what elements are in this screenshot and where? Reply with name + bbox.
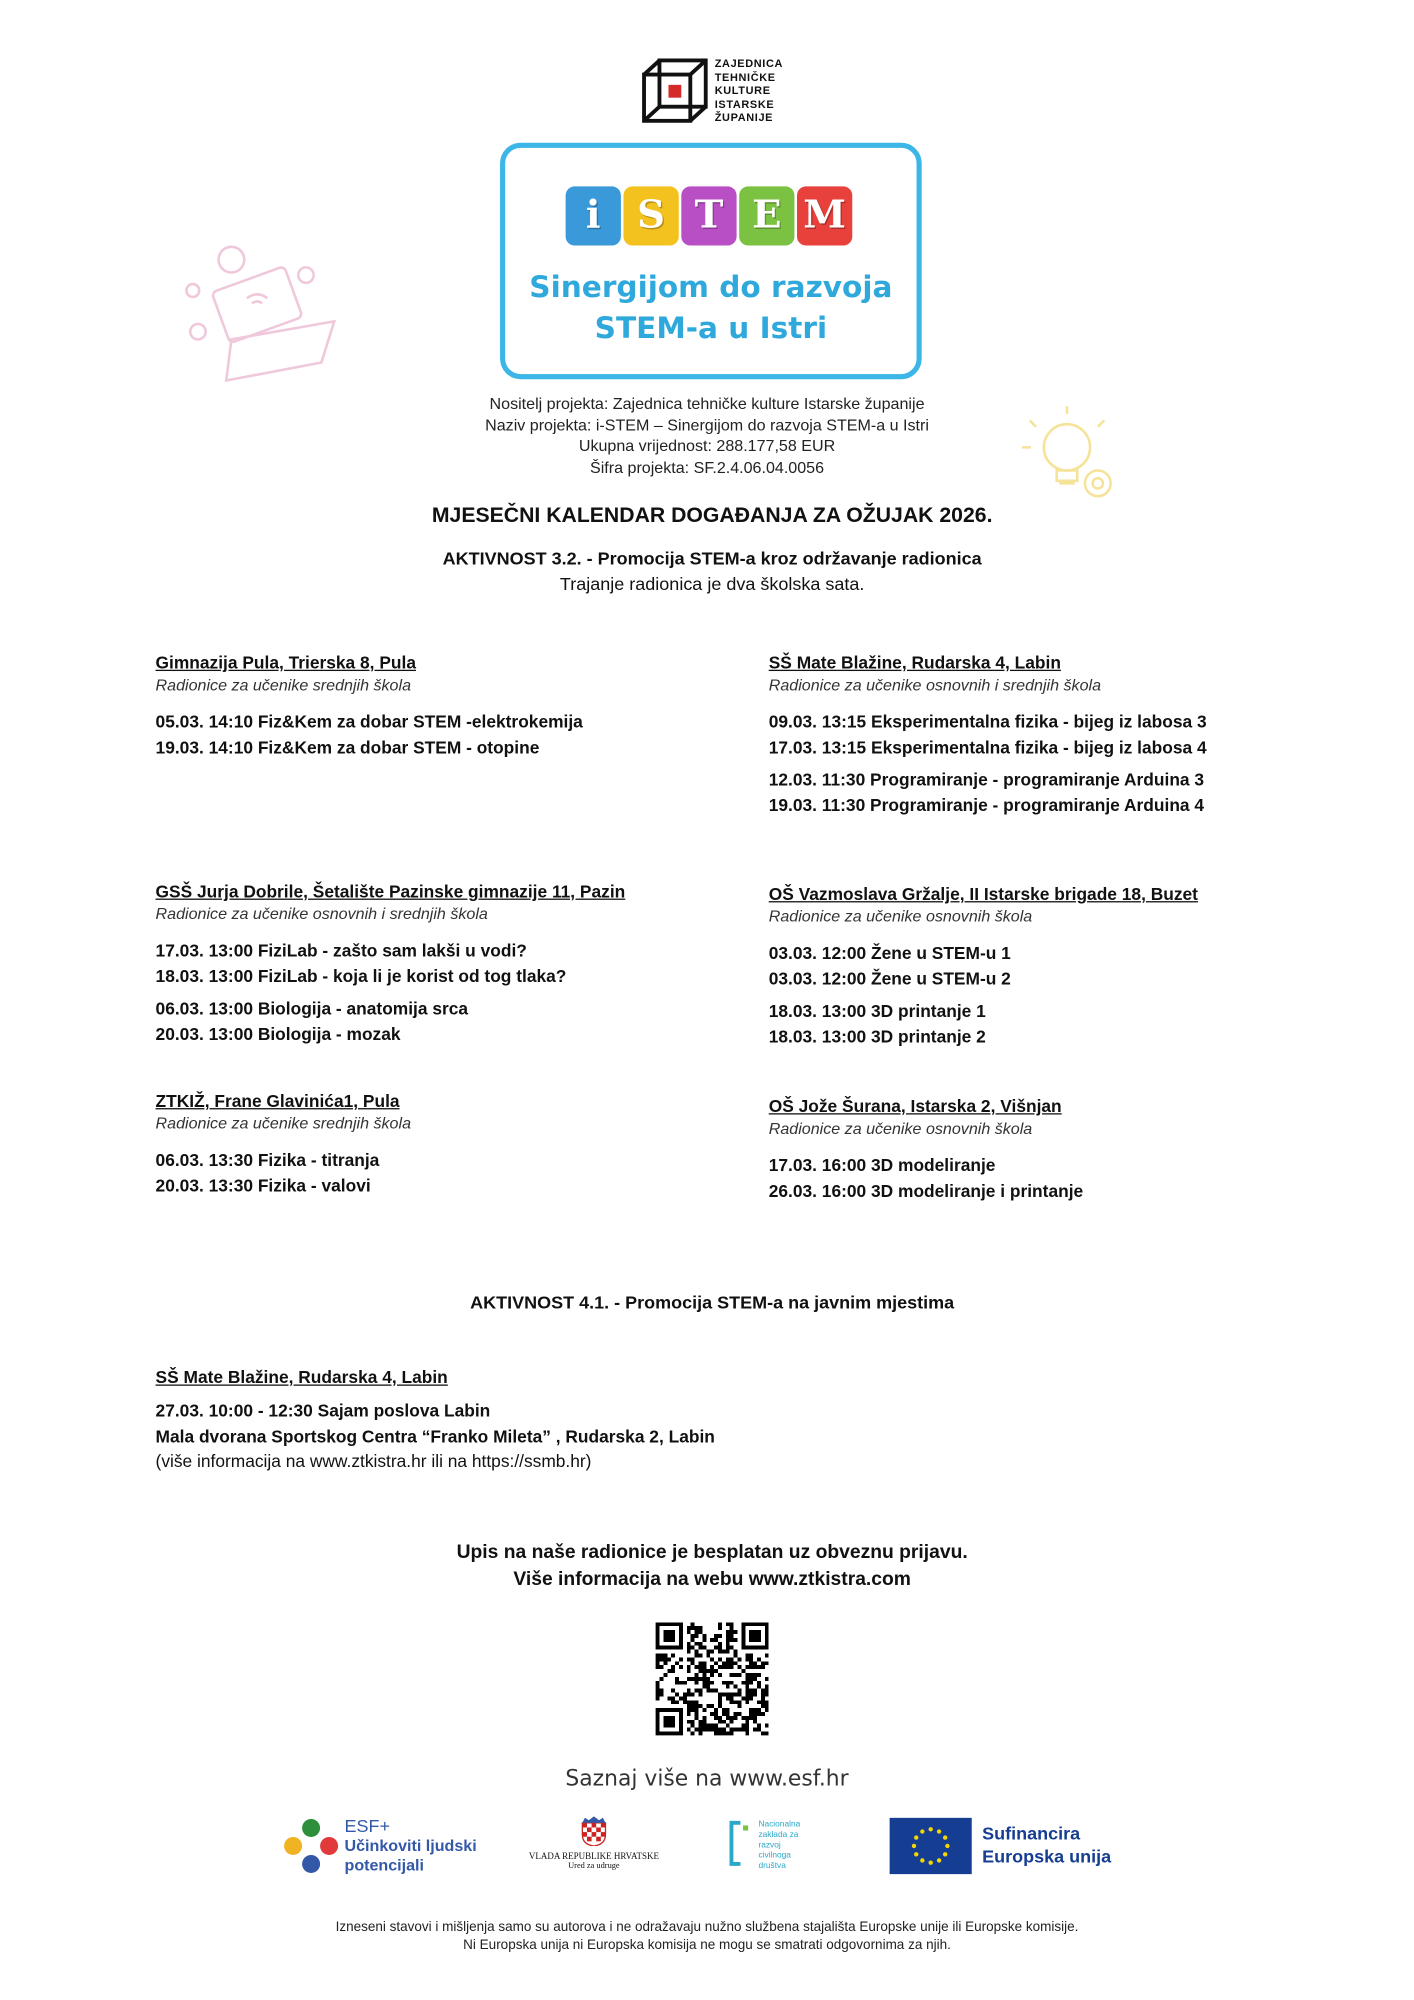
workshop-entry: 18.03. 13:00 3D printanje 1 xyxy=(768,1001,986,1021)
nzrcd-logo-line: društva xyxy=(758,1861,786,1871)
location-audience: Radionice za učenike srednjih škola xyxy=(155,676,412,695)
eu-flag-icon xyxy=(890,1818,972,1875)
istem-tagline-2: STEM-a u Istri xyxy=(594,312,828,346)
esf-logo-title: ESF+ xyxy=(344,1815,391,1836)
esf-flower-icon xyxy=(283,1818,340,1875)
esf-logo-line-2: potencijali xyxy=(344,1856,424,1875)
activity-32-title: AKTIVNOST 3.2. - Promocija STEM-a kroz održavanje radionica xyxy=(442,547,982,569)
eu-star-icon xyxy=(943,1852,947,1856)
workshop-entry: 26.03. 16:00 3D modeliranje i printanje xyxy=(768,1180,1084,1201)
project-name: Naziv projekta: i-STEM – Sinergijom do razvoja STEM-a u Istri xyxy=(485,415,929,434)
org-name-line: TEHNIČKE xyxy=(714,70,776,83)
workshop-entry: 19.03. 11:30 Programiranje - programiranje Arduina 4 xyxy=(768,795,1205,815)
page-title: MJESEČNI KALENDAR DOGAĐANJA ZA OŽUJAK 2026. xyxy=(431,503,993,528)
istem-puzzle-letters xyxy=(566,186,853,248)
location-title: SŠ Mate Blažine, Rudarska 4, Labin xyxy=(768,653,1061,673)
location-audience: Radionice za učenike srednjih škola xyxy=(155,1114,412,1133)
esf-logo xyxy=(283,1815,489,1877)
istem-letter-tile: M xyxy=(797,186,852,245)
activity-41-block xyxy=(156,1368,1056,1474)
activity-41-location: SŠ Mate Blažine, Rudarska 4, Labin xyxy=(155,1367,448,1388)
org-name-line: KULTURE xyxy=(714,83,771,97)
activity-41-title: AKTIVNOST 4.1. - Promocija STEM-a na javnim mjestima xyxy=(470,1291,955,1313)
eu-logo-line-1: Sufinancira xyxy=(982,1822,1081,1844)
istem-letter-tile: i xyxy=(566,186,621,245)
croatian-coat-of-arms-icon xyxy=(581,1815,607,1846)
activity-41-venue: Mala dvorana Sportskog Centra “Franko Mileta” , Rudarska 2, Labin xyxy=(155,1426,715,1446)
workshop-entry: 03.03. 12:00 Žene u STEM-u 1 xyxy=(768,943,1011,963)
project-info xyxy=(321,393,1092,478)
workshop-entry: 18.03. 13:00 3D printanje 2 xyxy=(768,1026,986,1046)
eu-star-icon xyxy=(920,1829,924,1833)
eu-star-icon xyxy=(937,1829,941,1833)
location-block xyxy=(769,1097,1322,1204)
org-logo xyxy=(640,57,807,126)
workshop-entry: 17.03. 13:00 FiziLab - zašto sam lakši u vodi? xyxy=(155,940,527,961)
location-audience: Radionice za učenike osnovnih škola xyxy=(768,907,1033,926)
location-block xyxy=(156,1091,709,1198)
workshop-entry: 20.03. 13:30 Fizika - valovi xyxy=(155,1175,371,1195)
more-info-note: Više informacija na webu www.ztkistra.com xyxy=(513,1568,911,1591)
nzrcd-logo-text xyxy=(758,1820,800,1871)
workshop-entry: 17.03. 13:15 Eksperimentalna fizika - bijeg iz labosa 4 xyxy=(768,737,1207,757)
activity-41-info: (više informacija na www.ztkistra.hr ili na https://ssmb.hr) xyxy=(155,1451,592,1471)
nzrcd-logo xyxy=(728,1818,818,1882)
location-title: GSŠ Jurja Dobrile, Šetalište Pazinske gimnazije 11, Pazin xyxy=(155,881,626,902)
gov-logo xyxy=(527,1815,661,1879)
location-audience: Radionice za učenike osnovnih i srednjih škola xyxy=(155,904,488,923)
workshop-entry: 05.03. 14:10 Fiz&Kem za dobar STEM -elektrokemija xyxy=(155,712,583,732)
eu-star-icon xyxy=(945,1844,949,1848)
disclaimer-line-1: Izneseni stavovi i mišljenja samo su autorova i ne odražavaju nužno službena stajališta Europske unije ili Europske komisije. xyxy=(335,1919,1079,1935)
workshop-entry: 06.03. 13:00 Biologija - anatomija srca xyxy=(155,998,469,1019)
eu-star-icon xyxy=(920,1858,924,1862)
signup-note: Upis na naše radionice je besplatan uz obveznu prijavu. xyxy=(456,1541,968,1564)
istem-logo xyxy=(500,143,922,380)
workshop-entry: 03.03. 12:00 Žene u STEM-u 2 xyxy=(768,968,1011,988)
org-name-line: ISTARSKE xyxy=(714,97,775,110)
location-title: OŠ Vazmoslava Gržalje, II Istarske brigade 18, Buzet xyxy=(768,884,1198,904)
location-audience: Radionice za učenike osnovnih škola xyxy=(768,1119,1033,1138)
esf-link[interactable]: Saznaj više na www.esf.hr xyxy=(565,1766,849,1792)
project-code: Šifra projekta: SF.2.4.06.04.0056 xyxy=(590,458,825,477)
workshop-entry: 09.03. 13:15 Eksperimentalna fizika - bijeg iz labosa 3 xyxy=(768,712,1207,732)
laptop-illustration-icon xyxy=(180,239,347,393)
istem-tagline-1: Sinergijom do razvoja xyxy=(529,271,893,305)
istem-letter-tile: S xyxy=(623,186,678,245)
eu-logo xyxy=(890,1818,1147,1877)
esf-logo-line-1: Učinkoviti ljudski xyxy=(344,1836,477,1855)
location-title: ZTKIŽ, Frane Glavinića1, Pula xyxy=(155,1091,400,1111)
eu-star-icon xyxy=(937,1858,941,1862)
eu-logo-line-2: Europska unija xyxy=(982,1845,1112,1867)
eu-star-icon xyxy=(943,1835,947,1839)
nzrcd-logo-line: civilnoga xyxy=(758,1851,791,1861)
istem-letter-tile: T xyxy=(681,186,736,245)
eu-star-icon xyxy=(929,1861,933,1865)
gov-logo-line-2: Ured za udruge xyxy=(568,1861,620,1871)
gov-logo-line-1: VLADA REPUBLIKE HRVATSKE xyxy=(528,1851,659,1862)
location-title: Gimnazija Pula, Trierska 8, Pula xyxy=(155,653,416,673)
disclaimer-line-2: Ni Europska unija ni Europska komisija ne mogu se smatrati odgovornima za njih. xyxy=(463,1937,951,1953)
nzrcd-logo-line: razvoj xyxy=(758,1840,781,1850)
location-block xyxy=(156,882,709,1047)
qr-code[interactable] xyxy=(656,1622,769,1735)
org-name xyxy=(715,57,783,124)
location-block xyxy=(769,884,1322,1049)
workshop-entry: 18.03. 13:00 FiziLab - koja li je korist od tog tlaka? xyxy=(155,966,567,986)
activity-32-note: Trajanje radionica je dva školska sata. xyxy=(559,573,865,594)
workshop-entry: 20.03. 13:00 Biologija - mozak xyxy=(155,1023,401,1044)
nzrcd-bracket-icon xyxy=(728,1820,756,1866)
eu-star-icon xyxy=(929,1827,933,1831)
workshop-entry: 06.03. 13:30 Fizika - titranja xyxy=(155,1150,380,1170)
eu-star-icon xyxy=(914,1852,918,1856)
location-audience: Radionice za učenike osnovnih i srednjih škola xyxy=(768,676,1102,695)
org-name-line: ZAJEDNICA xyxy=(714,56,784,70)
nzrcd-logo-line: zaklada za xyxy=(758,1830,799,1840)
nzrcd-logo-line: Nacionalna xyxy=(758,1820,801,1830)
project-holder: Nositelj projekta: Zajednica tehničke kulture Istarske županije xyxy=(489,394,925,413)
cube-logo-icon xyxy=(640,57,709,126)
disclaimer xyxy=(193,1918,1221,1954)
org-name-line: ŽUPANIJE xyxy=(714,110,774,124)
eu-star-icon xyxy=(914,1835,918,1839)
location-block xyxy=(769,653,1322,818)
location-block xyxy=(156,653,709,760)
eu-star-icon xyxy=(912,1844,916,1848)
activity-41-event: 27.03. 10:00 - 12:30 Sajam poslova Labin xyxy=(155,1401,491,1421)
project-value: Ukupna vrijednost: 288.177,58 EUR xyxy=(578,437,836,456)
workshop-entry: 19.03. 14:10 Fiz&Kem za dobar STEM - otopine xyxy=(155,737,540,757)
workshop-entry: 17.03. 16:00 3D modeliranje xyxy=(768,1155,996,1175)
workshop-entry: 12.03. 11:30 Programiranje - programiranje Arduina 3 xyxy=(768,770,1205,790)
location-title: OŠ Jože Šurana, Istarska 2, Višnjan xyxy=(768,1096,1062,1116)
istem-letter-tile: E xyxy=(739,186,794,245)
